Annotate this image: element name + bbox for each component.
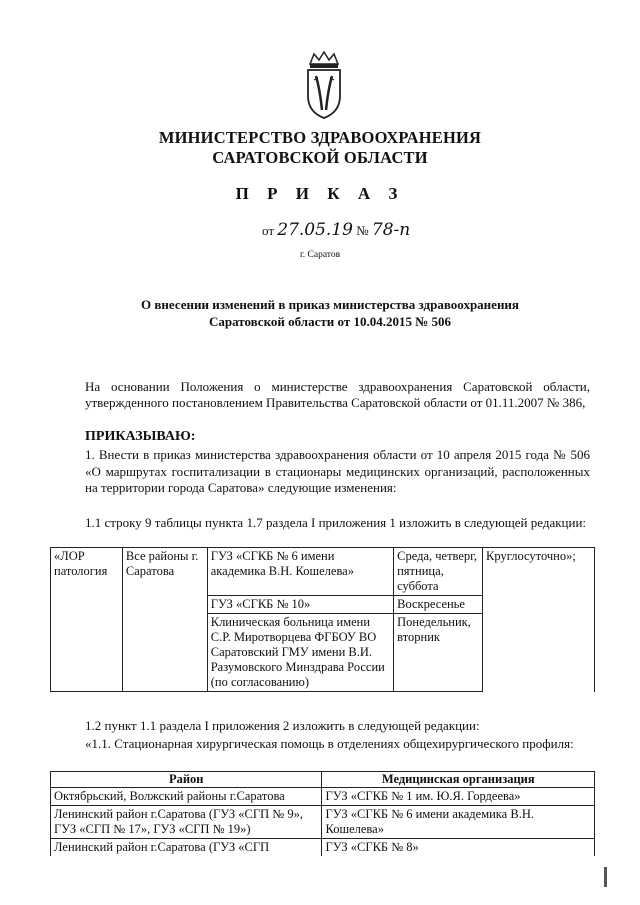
scan-edge-mark: [604, 867, 607, 887]
table-lor-pathology: [50, 547, 595, 692]
column-header: Медицинская организация: [322, 772, 595, 788]
hospital-cell: ГУЗ «СГКБ № 6 имени академика В.Н. Кошелева»: [207, 548, 393, 596]
item-1-2-text: «1.1. Стационарная хирургическая помощь в отделениях общехирургического профиля:: [85, 736, 574, 751]
hospital-cell: Клиническая больница имени С.Р. Миротворцева ФГБОУ ВО Саратовский ГМУ имени В.И. Разумовского Минздрава России (по согласованию): [207, 614, 393, 692]
date-prefix: от: [262, 223, 275, 238]
handwritten-number: 78-п: [371, 220, 411, 240]
basis-text: На основании Положения о министерстве здравоохранения Саратовской области, утвержденного постановлением Правительства Саратовской области от 01.11.2007 № 386,: [85, 378, 590, 410]
hospital-cell: ГУЗ «СГКБ № 10»: [207, 596, 393, 614]
basis-paragraph: [85, 362, 590, 412]
days-cell: Понедельник, вторник: [394, 614, 483, 692]
table-row: [51, 806, 595, 839]
table-row: [51, 788, 595, 806]
subject-line2: Саратовской области от 10.04.2015 № 506: [208, 314, 452, 329]
organization-cell: ГУЗ «СГКБ № 1 им. Ю.Я. Гордеева»: [322, 788, 595, 806]
order-subject: [90, 296, 570, 330]
order-title: П Р И К А З: [235, 184, 405, 203]
subject-line1: О внесении изменений в приказ министерства здравоохранения: [141, 297, 519, 312]
district-cell: Ленинский район г.Саратова (ГУЗ «СГП: [51, 839, 322, 857]
organization-cell: ГУЗ «СГКБ № 8»: [322, 839, 595, 857]
table-surgery-routing: [50, 771, 595, 856]
table-row: [51, 548, 595, 596]
coat-of-arms-emblem: [298, 50, 350, 122]
city: г. Саратов: [299, 250, 341, 260]
days-cell: Воскресенье: [394, 596, 483, 614]
ministry-name-line1: МИНИСТЕРСТВО ЗДРАВООХРАНЕНИЯ: [158, 128, 482, 147]
district-cell: Ленинский район г.Саратова (ГУЗ «СГП № 9», ГУЗ «СГП № 17», ГУЗ «СГП № 19»): [51, 806, 322, 839]
days-cell: Среда, четверг, пятница, суббота: [394, 548, 483, 596]
table-header-row: [51, 772, 595, 788]
number-prefix: №: [356, 223, 369, 238]
districts-cell: Все районы г. Саратова: [122, 548, 207, 692]
district-cell: Октябрьский, Волжский районы г.Саратова: [51, 788, 322, 806]
organization-cell: ГУЗ «СГКБ № 6 имени академика В.Н. Кошелева»: [322, 806, 595, 839]
item-1-1: 1.1 строку 9 таблицы пункта 1.7 раздела I приложения 1 изложить в следующей редакции:: [85, 515, 587, 530]
specialty-cell: «ЛОР патология: [51, 548, 123, 692]
handwritten-date: 27.05.19: [277, 220, 353, 240]
table-row: [51, 839, 595, 857]
prikazyvayu-heading: ПРИКАЗЫВАЮ:: [85, 429, 196, 444]
item-1-2: 1.2 пункт 1.1 раздела I приложения 2 изложить в следующей редакции:: [85, 718, 480, 733]
column-header: Район: [51, 772, 322, 788]
item-1: 1. Внести в приказ министерства здравоохранения области от 10 апреля 2015 года № 506 «О маршрутах госпитализации в стационары медицинских организаций, расположенных на территории города Саратова» следующие изменения:: [85, 447, 590, 495]
hours-cell: Круглосуточно»;: [483, 548, 595, 692]
ministry-name-line2: САРАТОВСКОЙ ОБЛАСТИ: [212, 148, 428, 167]
order-date-number: [262, 220, 410, 240]
